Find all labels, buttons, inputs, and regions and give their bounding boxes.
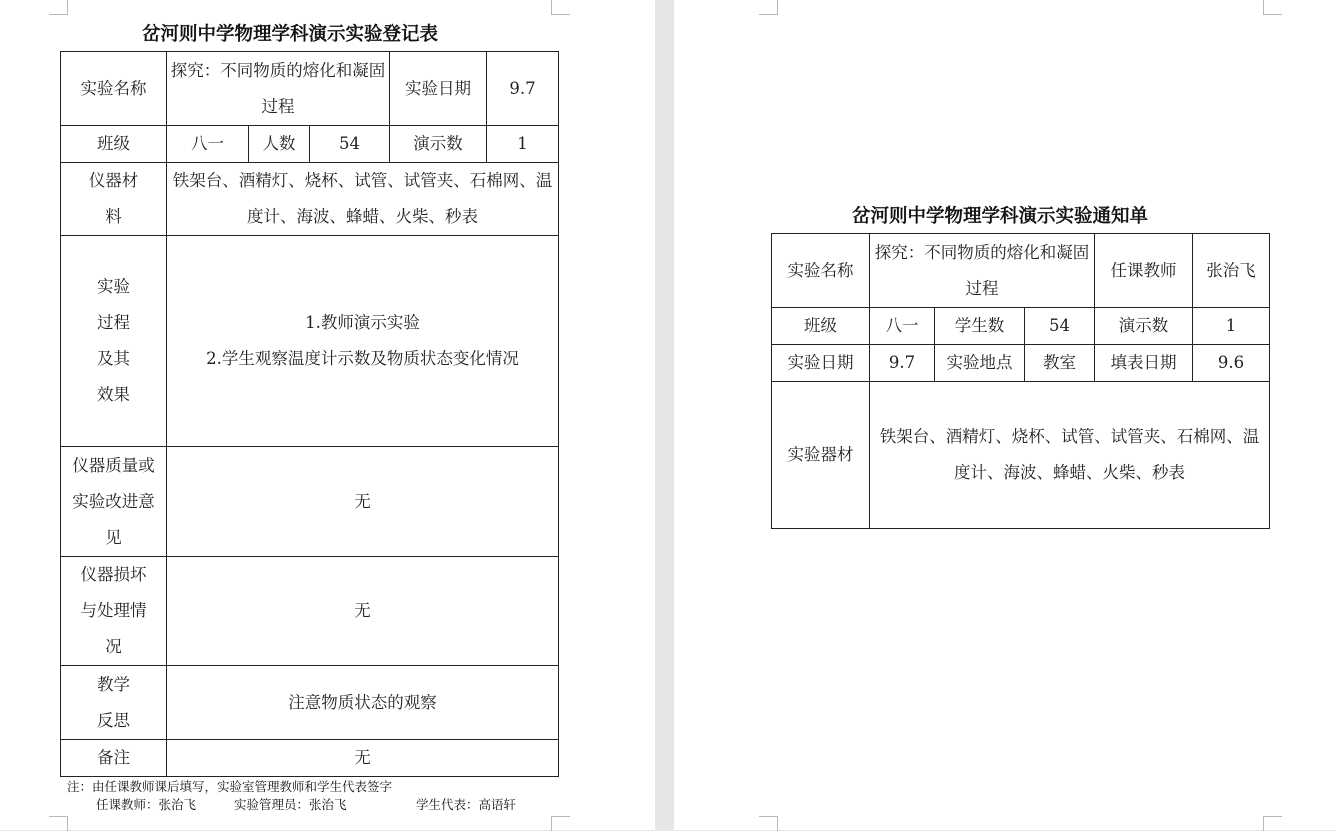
- process-label: 实验过程及其效果: [61, 236, 167, 447]
- page-corner-mark: [551, 816, 570, 831]
- class-label: 班级: [772, 308, 870, 345]
- page-corner-mark: [759, 816, 778, 831]
- location-value: 教室: [1025, 345, 1095, 382]
- equipment-label: 实验器材: [772, 382, 870, 529]
- page-corner-mark: [759, 0, 778, 15]
- date-label: 实验日期: [772, 345, 870, 382]
- admin-signature: 实验管理员：张治飞: [234, 797, 347, 812]
- experiment-name-label: 实验名称: [772, 234, 870, 308]
- materials-value: 铁架台、酒精灯、烧杯、试管、试管夹、石棉网、温度计、海波、蜂蜡、火柴、秒表: [167, 163, 559, 236]
- demo-count-value: 1: [1193, 308, 1270, 345]
- demo-count-value: 1: [487, 126, 559, 163]
- table-row: [61, 740, 559, 777]
- register-title: 岔河则中学物理学科演示实验登记表: [142, 24, 439, 45]
- page-left: [0, 0, 655, 830]
- signature-line: [96, 795, 516, 813]
- page-corner-mark: [49, 0, 68, 15]
- page-corner-mark: [551, 0, 570, 15]
- notice-table: [771, 233, 1270, 529]
- headcount-label: 人数: [249, 126, 310, 163]
- student-signature: 学生代表：高语轩: [416, 797, 517, 812]
- notice-title: 岔河则中学物理学科演示实验通知单: [852, 206, 1149, 227]
- remarks-label: 备注: [61, 740, 167, 777]
- teacher-value: 张治飞: [1193, 234, 1270, 308]
- process-step: 2.学生观察温度计示数及物质状态变化情况: [206, 349, 519, 368]
- page-corner-mark: [49, 816, 68, 831]
- experiment-name-value: 探究：不同物质的熔化和凝固过程: [167, 52, 390, 126]
- table-row: [61, 666, 559, 740]
- table-row: [61, 52, 559, 126]
- fill-date-value: 9.6: [1193, 345, 1270, 382]
- class-value: 八一: [167, 126, 249, 163]
- table-row: [772, 345, 1270, 382]
- register-note: 注：由任课教师课后填写，实验室管理教师和学生代表签字: [67, 779, 393, 794]
- demo-count-label: 演示数: [390, 126, 487, 163]
- equipment-value: 铁架台、酒精灯、烧杯、试管、试管夹、石棉网、温度计、海波、蜂蜡、火柴、秒表: [870, 382, 1270, 529]
- demo-count-label: 演示数: [1095, 308, 1193, 345]
- reflection-value: 注意物质状态的观察: [167, 666, 559, 740]
- damage-value: 无: [167, 557, 559, 666]
- remarks-value: 无: [167, 740, 559, 777]
- table-row: [772, 308, 1270, 345]
- table-row: [61, 557, 559, 666]
- class-value: 八一: [870, 308, 935, 345]
- page-corner-mark: [1263, 0, 1282, 15]
- reflection-label: 教学反思: [61, 666, 167, 740]
- experiment-name-label: 实验名称: [61, 52, 167, 126]
- process-value: [167, 236, 559, 447]
- table-row: [61, 447, 559, 557]
- table-row: [772, 382, 1270, 529]
- quality-value: 无: [167, 447, 559, 557]
- damage-label: 仪器损坏与处理情况: [61, 557, 167, 666]
- class-label: 班级: [61, 126, 167, 163]
- materials-label: 仪器材料: [61, 163, 167, 236]
- table-row: [61, 163, 559, 236]
- page-right: [674, 0, 1335, 830]
- table-row: [61, 126, 559, 163]
- teacher-signature: 任课教师：张治飞: [96, 797, 197, 812]
- experiment-date-value: 9.7: [487, 52, 559, 126]
- fill-date-label: 填表日期: [1095, 345, 1193, 382]
- date-value: 9.7: [870, 345, 935, 382]
- experiment-date-label: 实验日期: [390, 52, 487, 126]
- table-row: [772, 234, 1270, 308]
- experiment-name-value: 探究：不同物质的熔化和凝固过程: [870, 234, 1095, 308]
- table-row: [61, 236, 559, 447]
- students-value: 54: [1025, 308, 1095, 345]
- location-label: 实验地点: [935, 345, 1025, 382]
- teacher-label: 任课教师: [1095, 234, 1193, 308]
- register-table: [60, 51, 559, 777]
- process-step: 1.教师演示实验: [305, 313, 420, 332]
- quality-label: 仪器质量或实验改进意见: [61, 447, 167, 557]
- headcount-value: 54: [310, 126, 390, 163]
- page-corner-mark: [1263, 816, 1282, 831]
- students-label: 学生数: [935, 308, 1025, 345]
